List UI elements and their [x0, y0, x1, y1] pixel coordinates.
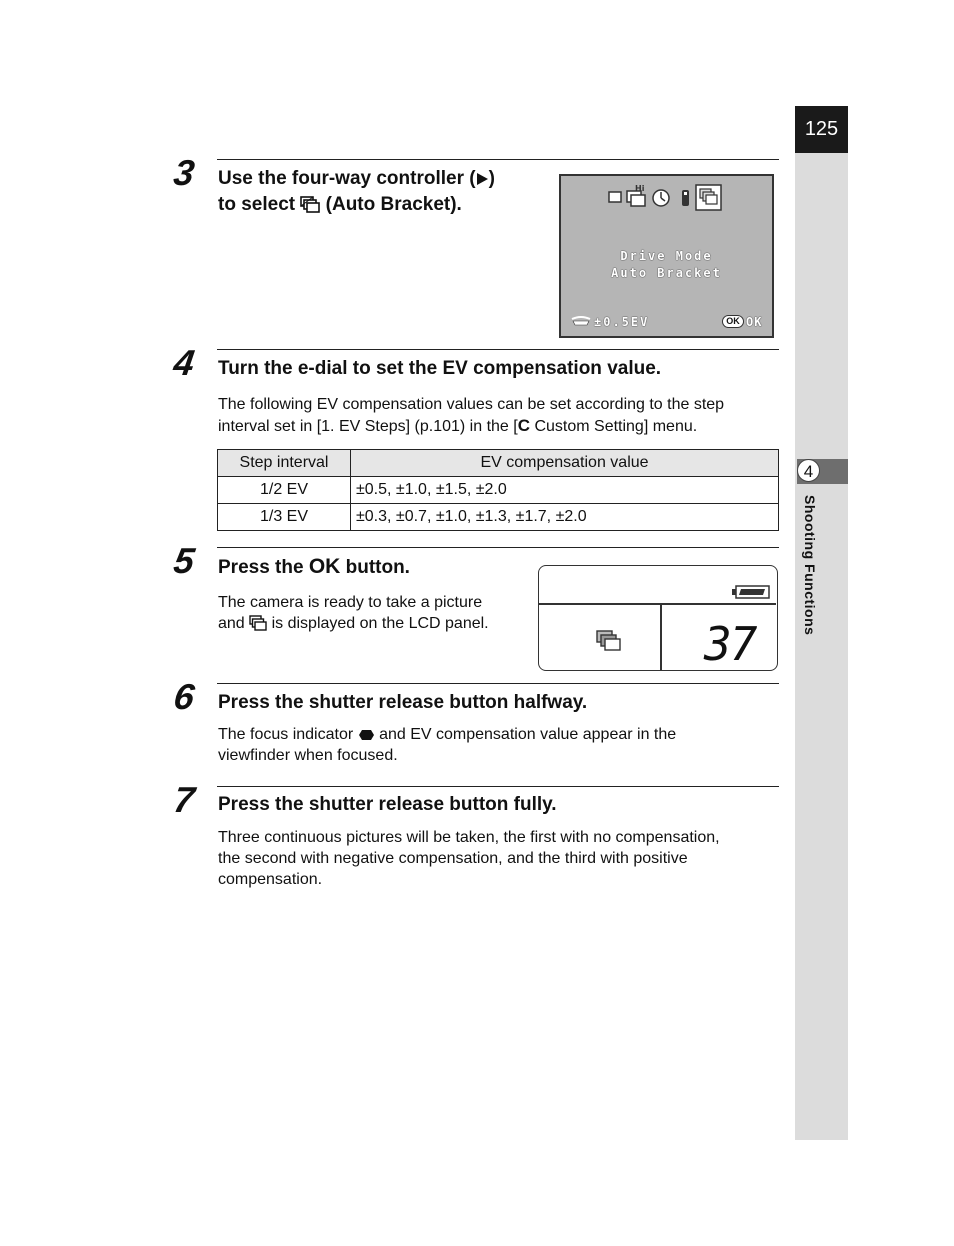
step-4-heading: Turn the e-dial to set the EV compensation value. [218, 358, 662, 379]
step-3-heading-text-b: ) [488, 168, 495, 189]
screen-subtitle: Auto Bracket [611, 266, 722, 280]
auto-bracket-icon [300, 196, 320, 214]
table-cell: 1/3 EV [218, 504, 351, 531]
step-6-heading: Press the shutter release button halfway. [218, 692, 588, 713]
single-frame-icon [609, 192, 621, 202]
ok-label: OK [746, 315, 763, 329]
step-5-heading-b: button. [340, 557, 410, 578]
step-5-heading-a: Press the [218, 557, 309, 578]
step-5-body-line2a: and [218, 615, 250, 632]
step-7-heading: Press the shutter release button fully. [218, 794, 557, 815]
lcd-divider-v [660, 604, 662, 670]
step-5-body-line1: The camera is ready to take a picture [218, 594, 483, 611]
step-5-body [218, 592, 489, 634]
step-5-rule [217, 547, 779, 548]
step-4-rule [217, 349, 779, 350]
table-row [218, 477, 779, 504]
step-3-heading-text-a: Use the four-way controller ( [218, 168, 476, 189]
step-7-number: 7 [171, 779, 195, 820]
step-6-body-line2: viewfinder when focused. [218, 747, 398, 764]
lcd-divider-h [539, 603, 776, 605]
step-5-body-line2b: is displayed on the LCD panel. [267, 615, 489, 632]
step-4-body-line1: The following EV compensation values can be set according to the step [218, 396, 725, 413]
step-5-heading [218, 554, 410, 581]
triangle-right-icon [476, 172, 489, 186]
battery-icon [732, 585, 770, 599]
e-dial-icon [571, 316, 591, 326]
auto-bracket-lcd-icon [596, 630, 624, 652]
step-4-number: 4 [171, 342, 195, 383]
svg-text:Hi: Hi [635, 184, 645, 193]
chapter-number: 4 [797, 459, 820, 482]
frame-counter: 37 [704, 617, 756, 671]
chapter-title: Shooting Functions [802, 495, 818, 636]
step-4-body-line2a: interval set in [1. EV Steps] (p.101) in the [ [218, 418, 518, 435]
table-cell: 1/2 EV [218, 477, 351, 504]
step-6-body [218, 724, 676, 766]
step-6-rule [217, 683, 779, 684]
ev-steps-table [217, 449, 779, 531]
step-3-heading-text-d: (Auto Bracket). [320, 194, 462, 215]
page-number: 125 [795, 106, 848, 153]
step-5-number: 5 [171, 540, 195, 581]
step-6-body-line1a: The focus indicator [218, 726, 358, 743]
step-3-heading [218, 166, 495, 218]
step-3-heading-text-c: to select [218, 194, 301, 215]
table-cell: ±0.3, ±0.7, ±1.0, ±1.3, ±1.7, ±2.0 [351, 504, 779, 531]
step-3-rule [217, 159, 779, 160]
table-cell: ±0.5, ±1.0, ±1.5, ±2.0 [351, 477, 779, 504]
drive-mode-screen [559, 174, 774, 338]
step-3-number: 3 [171, 152, 195, 193]
step-6-body-line1b: and EV compensation value appear in the [374, 726, 677, 743]
table-row [218, 504, 779, 531]
ok-symbol: OK [308, 555, 341, 578]
step-4-body [218, 394, 724, 437]
step-7-body-line2: the second with negative compensation, and the third with positive [218, 850, 688, 867]
step-6-number: 6 [171, 676, 195, 717]
custom-setting-icon: C [517, 416, 530, 435]
lcd-panel [538, 565, 778, 671]
screen-title: Drive Mode [620, 249, 713, 263]
step-7-body [218, 827, 720, 890]
drive-mode-icons [605, 182, 733, 212]
step-7-body-line3: compensation. [218, 871, 323, 888]
focus-indicator-icon [358, 729, 375, 741]
auto-bracket-icon [249, 615, 267, 632]
ok-badge-icon: OK [722, 315, 744, 328]
step-7-rule [217, 786, 779, 787]
table-header: Step interval [218, 450, 351, 477]
table-header: EV compensation value [351, 450, 779, 477]
step-4-body-line2b: Custom Setting] menu. [530, 418, 698, 435]
ev-value: ±0.5EV [594, 315, 650, 329]
step-7-body-line1: Three continuous pictures will be taken, the first with no compensation, [218, 829, 720, 846]
